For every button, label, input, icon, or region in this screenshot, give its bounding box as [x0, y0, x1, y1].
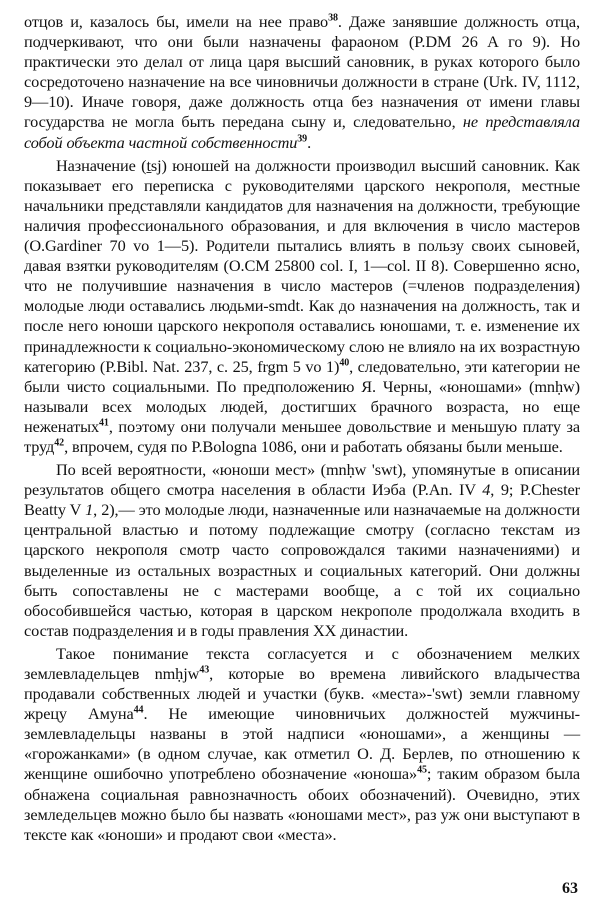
text-run: , 9; P.Chester Beatty V	[24, 480, 581, 520]
page-body	[24, 12, 580, 845]
text-run: По всей вероятности, «юноши мест» (mnḥw 'swt), упомянутые в описании результатов общего смотра населения в области Иэба (P.An. IV	[24, 460, 580, 500]
text-run: отцов и, казалось бы, имели на нее право	[24, 12, 329, 31]
paragraph-3	[24, 460, 580, 641]
italic-run: не представляла собой объекта частной собственности	[24, 112, 580, 152]
paragraph-4	[24, 644, 580, 845]
footnote-ref: 44	[133, 704, 144, 716]
text-run: . Даже занявшие должность отца, подчеркивают, что они были назначены фараоном (P.DM 26 A го 9). Но практически это делал от лица царя высший сановник, в руках которого было сосредоточено назначение на все чиновничьи должности в стране (Urk. IV, 1112, 9—10). Иначе говоря, даже должность отца без назначения от имени главы государства не могла быть передана сыну и, следовательно,	[24, 12, 580, 132]
italic-run: 4	[482, 480, 491, 500]
text-run: .	[307, 132, 312, 152]
footnote-ref: 38	[328, 12, 338, 24]
text-run: Такое понимание текста согласуется и с обозначением мелких землевладельцев nmḥjw	[24, 643, 580, 683]
paragraph-2	[24, 156, 580, 457]
text-run: , впрочем, судя по P.Bologna 1086, они и работать обязаны были меньше.	[64, 436, 563, 456]
footnote-ref: 42	[54, 437, 65, 449]
italic-run: 1	[85, 500, 94, 520]
text-run: , 2),— это молодые люди, назначенные или назначаемые на должности центральной властью и потому подлежащие смотру (согласно текстам из царского некрополя смотр часто сопровождался такими назначениями) и выделенные из остальных возрастных и социальных категорий. Они должны быть сопоставлены не с мастерами вообще, а с той их социально обособившейся частью, которая в царском некрополе продолжала входить в состав подразделения и в годы правления XX династии.	[24, 500, 580, 640]
page-number: 63	[562, 880, 578, 897]
text-run: , следовательно, эти категории не были чисто социальными. По предположению Я. Черны, «юношами» (mnḥw) называли всех молодых людей, достигших брачного возраста, но еще неженатых	[24, 356, 580, 436]
footnote-ref: 39	[297, 133, 308, 145]
footnote-ref: 41	[99, 417, 109, 429]
footnote-ref: 40	[339, 357, 350, 369]
paragraph-1	[24, 12, 580, 153]
text-run: , поэтому они получали меньшее довольствие и меньшую плату за труд	[24, 416, 580, 456]
text-run: . Не имеющие чиновничьих должностей мужчины-землевладельцы названы в этой надписи «юношами», а женщины — «горожанками» (в одном случае, как отметил О. Д. Берлев, по отношению к женщине ошибочно употреблено обозначение «юноша»	[24, 704, 580, 784]
text-run: , которые во времена ливийского владычества продавали собственных людей и участки (букв. «места»-'swt) земли главному жрецу Амуна	[24, 664, 580, 724]
footnote-ref: 45	[417, 765, 427, 777]
text-run: Назначение (ṯsj) юношей на должности производил высший сановник. Как показывает его переписка с руководителями царского некрополя, местные начальники представляли кандидатов для назначения на должности, требующие наличия профессионального образования, и для включения в число мастеров (O.Gardiner 70 vo 1—5). Родители пытались влиять в пользу своих сыновей, давая взятки руководителям (O.CM 25800 col. I, 1—col. II 8). Совершенно ясно, что не получившие назначения в число мастеров (=членов подразделения) молодые люди оставались людьми-smdt. Как до назначения на должность, так и после него юноши царского некрополя оставались юношами, т. е. изменение их принадлежности к социально-экономическому слою не влияло на их возрастную категорию (P.Bibl. Nat. 237, c. 25, frgm 5 vo 1)	[24, 155, 580, 376]
footnote-ref: 43	[199, 664, 210, 676]
text-run: ; таким образом была обнажена социальная равнозначность обоих обозначений). Очевидно, этих земледельцев можно было бы назвать «юношами мест», раз уж они выступают в тексте как «юноши» и продают свои «места».	[24, 764, 580, 844]
